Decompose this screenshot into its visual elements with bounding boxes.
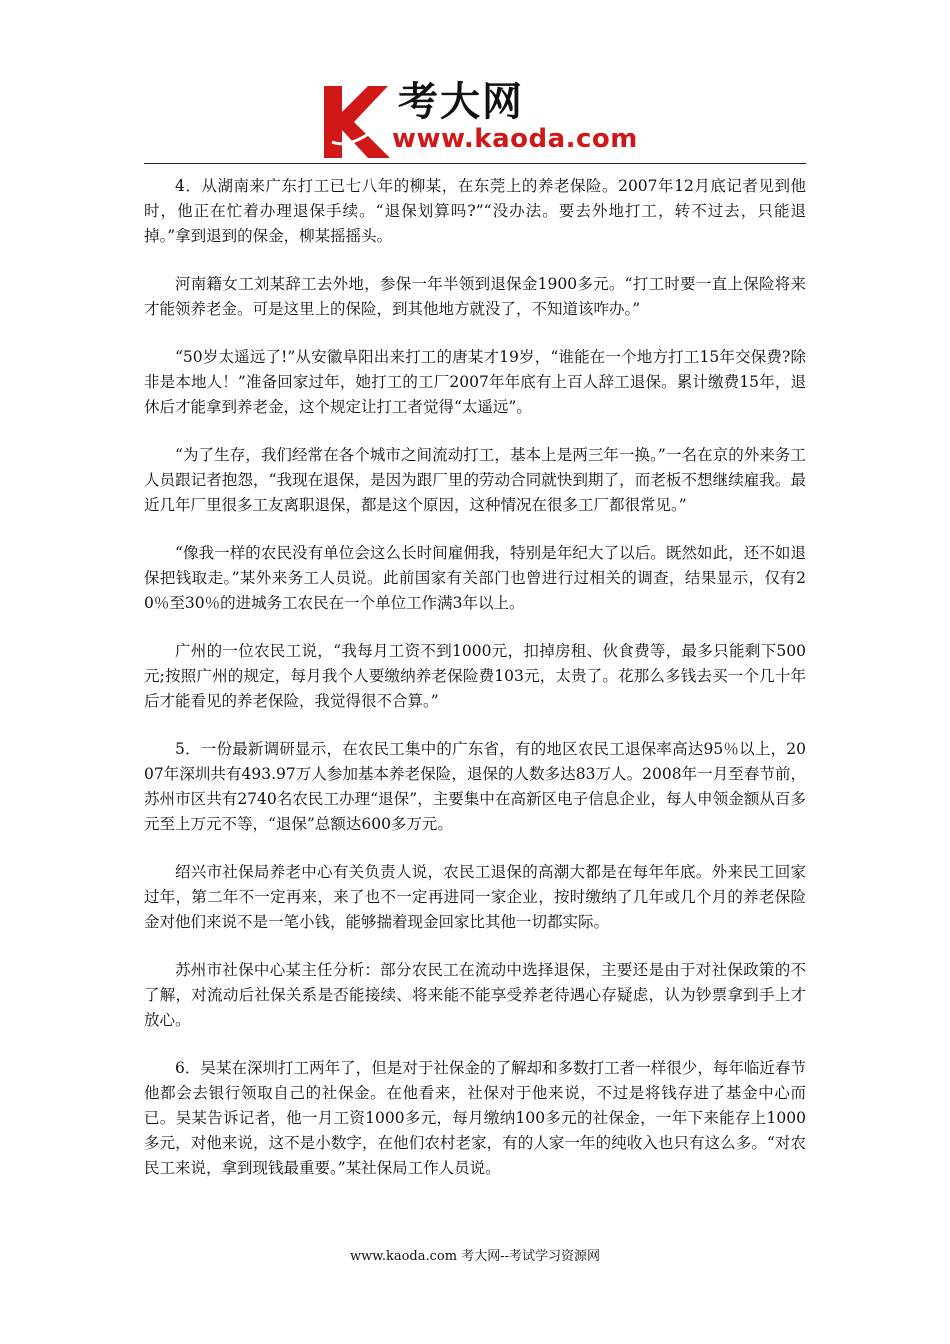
paragraph: 6．吴某在深圳打工两年了，但是对于社保金的了解却和多数打工者一样很少，每年临近春节他都会去银行领取自己的社保金。在他看来，社保对于他来说，不过是将钱存进了基金中心而已。吴某告诉记者，他一月工资1000多元，每月缴纳100多元的社保金，一年下来能存上1000多元，对他来说，这不是小数字，在他们农村老家，有的人家一年的纯收入也只有这么多。“对农民工来说，拿到现钱最重要。”某社保局工作人员说。: [144, 1059, 806, 1177]
header-divider: [144, 163, 806, 164]
paragraph: 4．从湖南来广东打工已七八年的柳某，在东莞上的养老保险。2007年12月底记者见到他时，他正在忙着办理退保手续。“退保划算吗?”“没办法。要去外地打工，转不过去，只能退掉。”拿到退到的保金，柳某摇摇头。: [144, 177, 806, 245]
kaoda-logo: [318, 80, 648, 164]
paragraph: “为了生存，我们经常在各个城市之间流动打工，基本上是两三年一换。”一名在京的外来务工人员跟记者抱怨，“我现在退保，是因为跟厂里的劳动合同就快到期了，而老板不想继续雇我。最近几年厂里很多工友离职退保，都是这个原因，这种情况在很多工厂都很常见。”: [144, 446, 806, 514]
paragraph: “像我一样的农民没有单位会这么长时间雇佣我，特别是年纪大了以后。既然如此，还不如退保把钱取走。”某外来务工人员说。此前国家有关部门也曾进行过相关的调查，结果显示，仅有20％至30％的进城务工农民在一个单位工作满3年以上。: [144, 544, 806, 612]
article-body: [144, 174, 806, 1204]
logo-url: www.kaoda.com: [392, 124, 638, 154]
paragraph: 苏州市社保中心某主任分析：部分农民工在流动中选择退保，主要还是由于对社保政策的不了解，对流动后社保关系是否能接续、将来能不能享受养老待遇心存疑虑，认为钞票拿到手上才放心。: [144, 961, 806, 1029]
page-footer: www.kaoda.com 考大网--考试学习资源网: [350, 1249, 600, 1264]
paragraph: 广州的一位农民工说，“我每月工资不到1000元，扣掉房租、伙食费等，最多只能剩下500元;按照广州的规定，每月我个人要缴纳养老保险费103元，太贵了。花那么多钱去买一个几十年后才能看见的养老保险，我觉得很不合算。”: [144, 642, 806, 710]
k-logo-icon: [318, 82, 392, 160]
paragraph: “50岁太遥远了!”从安徽阜阳出来打工的唐某才19岁，“谁能在一个地方打工15年交保费?除非是本地人！”准备回家过年，她打工的工厂2007年年底有上百人辞工退保。累计缴费15年，退休后才能拿到养老金，这个规定让打工者觉得“太遥远”。: [144, 348, 806, 416]
paragraph: 绍兴市社保局养老中心有关负责人说，农民工退保的高潮大都是在每年年底。外来民工回家过年，第二年不一定再来，来了也不一定再进同一家企业，按时缴纳了几年或几个月的养老保险金对他们来说不是一笔小钱，能够揣着现金回家比其他一切都实际。: [144, 863, 806, 931]
paragraph: 河南籍女工刘某辞工去外地，参保一年半领到退保金1900多元。“打工时要一直上保险将来才能领养老金。可是这里上的保险，到其他地方就没了，不知道该咋办。”: [144, 275, 806, 318]
paragraph: 5．一份最新调研显示，在农民工集中的广东省，有的地区农民工退保率高达95％以上，2007年深圳共有493.97万人参加基本养老保险，退保的人数多达83万人。2008年一月至春节前，苏州市区共有2740名农民工办理“退保”，主要集中在高新区电子信息企业，每人申领金额从百多元至上万元不等，“退保”总额达600多万元。: [144, 740, 806, 833]
logo-title: 考大网: [398, 79, 524, 125]
